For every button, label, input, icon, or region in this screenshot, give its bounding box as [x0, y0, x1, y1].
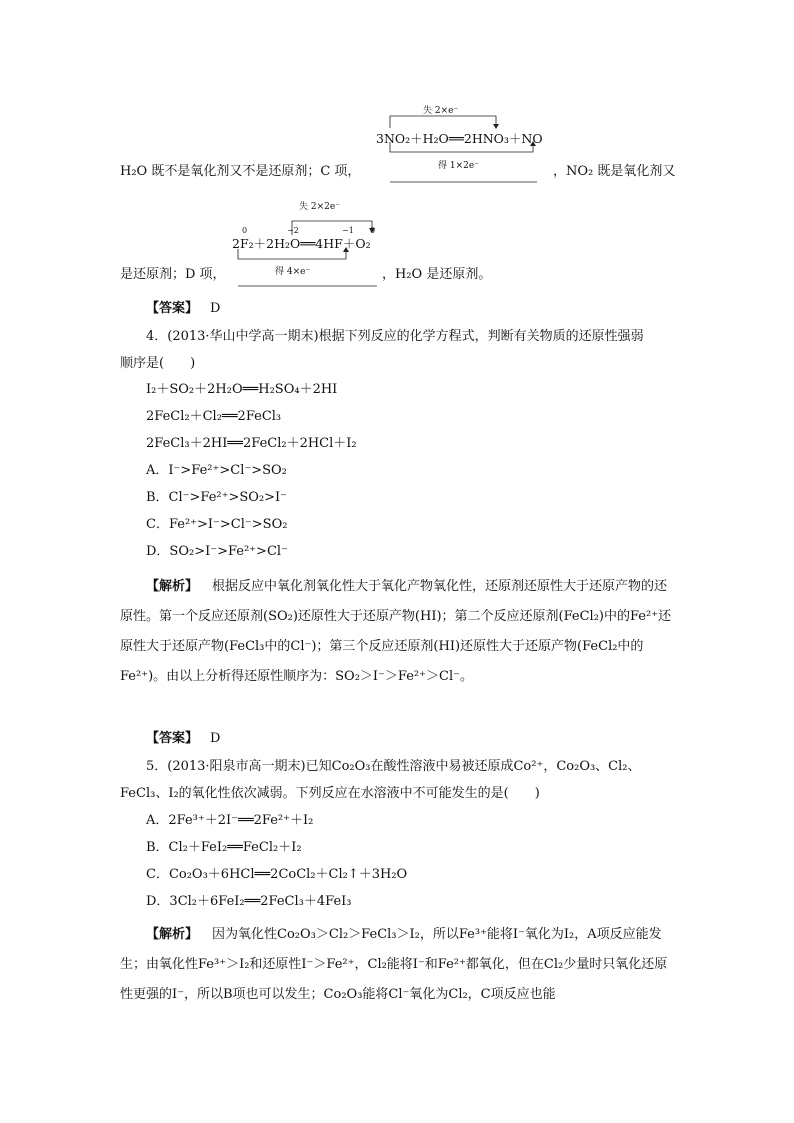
line2-left: 是还原剂；D 项， — [120, 267, 226, 282]
q4-option-d: D．SO₂>I⁻>Fe²⁺>Cl⁻ — [146, 544, 288, 559]
eq2-ox-hf: −1 — [342, 226, 354, 235]
q5-option-c: C．Co₂O₃＋6HCl══2CoCl₂＋Cl₂↑＋3H₂O — [146, 867, 408, 882]
q5-stem-1: 5．(2013·阳泉市高一期末)已知Co₂O₃在酸性溶液中易被还原成Co²⁺，Co₂O₃、Cl₂、 — [146, 759, 641, 774]
eq2-equation: 2F₂＋2H₂O══4HF＋O₂ — [232, 236, 371, 251]
eq2-ox-f: 0 — [242, 226, 248, 235]
eq1-top-bracket — [390, 116, 496, 128]
q4-option-a: A．I⁻>Fe²⁺>Cl⁻>SO₂ — [146, 463, 287, 478]
analysis-2 — [120, 920, 675, 1010]
eq2-bottom-label: 得 4×e⁻ — [275, 267, 311, 277]
analysis-text: 因为氧化性Co₂O₃＞Cl₂＞FeCl₃＞I₂，所以Fe³⁺能将I⁻氧化为I₂，A项反应能发生；由氧化性Fe³⁺＞I₂和还原性I⁻＞Fe²⁺，Cl₂能将I⁻和Fe²⁺都氧化，但在Cl₂少量时只氧化还原性更强的I⁻，所以B项也可以发生；Co₂O₃能将Cl⁻氧化为Cl₂，C项反应也能 — [120, 927, 668, 1002]
eq2-top-label: 失 2×2e⁻ — [299, 202, 340, 212]
q4-reaction-3: 2FeCl₃＋2HI══2FeCl₂＋2HCl＋I₂ — [146, 436, 357, 451]
q5-option-b: B．Cl₂＋FeI₂══FeCl₂＋I₂ — [146, 840, 302, 855]
eq1-bottom-label: 得 1×2e⁻ — [438, 161, 479, 171]
answer-value: D — [210, 731, 221, 746]
answer-value: D — [210, 301, 221, 316]
analysis-tag: 【解析】 — [146, 927, 199, 942]
eq1-top-label: 失 2×e⁻ — [423, 106, 459, 116]
eq2-ox-o: −2 — [287, 226, 299, 235]
eq1-equation: 3NO₂＋H₂O══2HNO₃＋NO — [376, 131, 543, 146]
eq2-top-bracket — [292, 221, 372, 235]
q5-stem-2: FeCl₃、I₂的氧化性依次减弱。下列反应在水溶液中不可能发生的是( ) — [120, 786, 540, 801]
q4-reaction-2: 2FeCl₂＋Cl₂══2FeCl₃ — [146, 409, 282, 424]
line2-right: ，H₂O 是还原剂。 — [382, 267, 492, 282]
q4-option-b: B．Cl⁻>Fe²⁺>SO₂>I⁻ — [146, 490, 288, 505]
q4-reaction-1: I₂＋SO₂＋2H₂O══H₂SO₄＋2HI — [146, 382, 338, 397]
analysis-tag: 【解析】 — [146, 579, 199, 594]
answer-tag: 【答案】 — [146, 301, 199, 316]
line1-right: ，NO₂ 既是氧化剂又 — [553, 164, 676, 179]
answer-1 — [146, 300, 220, 318]
q5-option-d: D．3Cl₂＋6FeI₂══2FeCl₃＋4FeI₃ — [146, 894, 352, 909]
answer-2 — [146, 730, 220, 748]
answer-tag: 【答案】 — [146, 731, 199, 746]
q4-stem-1: 4．(2013·华山中学高一期末)根据下列反应的化学方程式，判断有关物质的还原性强弱 — [146, 329, 644, 344]
q5-option-a: A．2Fe³⁺＋2I⁻══2Fe²⁺＋I₂ — [146, 813, 314, 828]
eq2-ox-o2: 0 — [370, 226, 376, 235]
q4-option-c: C．Fe²⁺>I⁻>Cl⁻>SO₂ — [146, 517, 288, 532]
line1-left: H₂O 既不是氧化剂又不是还原剂；C 项， — [120, 164, 361, 179]
analysis-1 — [120, 572, 675, 692]
analysis-text: 根据反应中氧化剂氧化性大于氧化产物氧化性，还原剂还原性大于还原产物的还原性。第一个反应还原剂(SO₂)还原性大于还原产物(HI)；第二个反应还原剂(FeCl₂)中的Fe²⁺还原性大于还原产物(FeCl₃中的Cl⁻)；第三个反应还原剂(HI)还原性大于还原产物(FeCl₂中的Fe²⁺)。由以上分析得还原性顺序为：SO₂＞I⁻＞Fe²⁺＞Cl⁻。 — [120, 579, 672, 684]
q4-stem-2: 顺序是( ) — [120, 356, 196, 371]
